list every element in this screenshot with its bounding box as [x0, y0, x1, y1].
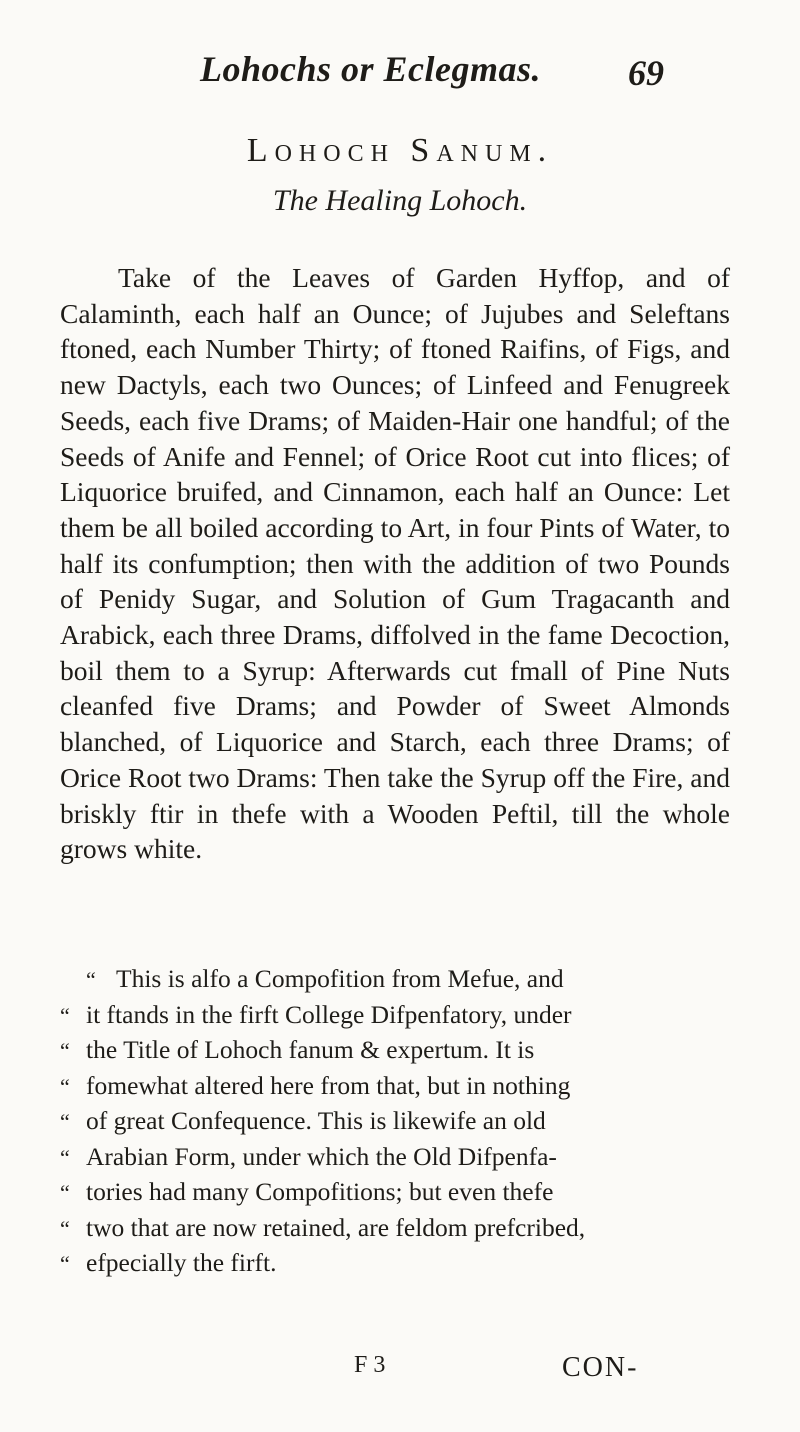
- commentary-line: “ efpecially the firft.: [60, 1246, 740, 1282]
- commentary-line: “ two that are now retained, are feldom prefcribed,: [60, 1211, 740, 1247]
- page-header: [0, 48, 800, 108]
- commentary-line: “ the Title of Lohoch fanum & expertum. It is: [60, 1033, 740, 1069]
- catchword: CON-: [562, 1352, 639, 1383]
- commentary-line: “ Arabian Form, under which the Old Difpenfa-: [60, 1140, 740, 1176]
- commentary-line: “ it ftands in the firft College Difpenfatory, under: [60, 998, 740, 1034]
- quote-mark: “: [60, 1215, 70, 1241]
- quote-mark: “: [60, 1109, 70, 1134]
- quote-mark: “: [60, 1073, 70, 1099]
- commentary-line: “ tories had many Compofitions; but even thefe: [60, 1175, 740, 1211]
- section-subtitle: The Healing Lohoch.: [272, 184, 528, 217]
- quote-mark: “: [60, 1144, 70, 1170]
- quote-mark: “: [60, 1002, 70, 1028]
- page-footer: [0, 1352, 800, 1392]
- commentary-line: “ fomewhat altered here from that, but in nothing: [60, 1069, 740, 1105]
- quote-mark: “: [60, 1038, 70, 1063]
- commentary-line: “ This is alfo a Compofition from Mefue, and: [60, 962, 740, 998]
- quote-mark: “: [86, 967, 96, 992]
- quote-mark: “: [60, 1180, 70, 1205]
- quote-mark: “: [60, 1251, 70, 1276]
- commentary-block: [60, 962, 740, 1282]
- signature-mark: F 3: [354, 1352, 386, 1378]
- section-title: Lohoch Sanum.: [246, 132, 554, 169]
- running-head: Lohochs or Eclegmas.: [200, 49, 542, 89]
- page-number: 69: [628, 53, 664, 93]
- recipe-paragraph: Take of the Leaves of Garden Hyffop, and of Calaminth, each half an Ounce; of Jujubes and Seleftans ftoned, each Number Thirty; of ftoned Raifins, of Figs, and new Dactyls, each two Ounces; of Linfeed and Fenugreek Seeds, each five Drams; of Maiden-Hair one handful; of the Seeds of Anife and Fennel; of Orice Root cut into flices; of Liquorice bruifed, and Cinnamon, each half an Ounce: Let them be all boiled according to Art, in four Pints of Water, to half its confumption; then with the addition of two Pounds of Penidy Sugar, and Solution of Gum Tragacanth and Arabick, each three Drams, diffolved in the fame Decoction, boil them to a Syrup: Afterwards cut fmall of Pine Nuts cleanfed five Drams; and Powder of Sweet Almonds blanched, of Liquorice and Starch, each three Drams; of Orice Root two Drams: Then take the Syrup off the Fire, and briskly ftir in thefe with a Wooden Peftil, till the whole grows white.: [60, 262, 730, 865]
- commentary-line: “ of great Confequence. This is likewife an old: [60, 1104, 740, 1140]
